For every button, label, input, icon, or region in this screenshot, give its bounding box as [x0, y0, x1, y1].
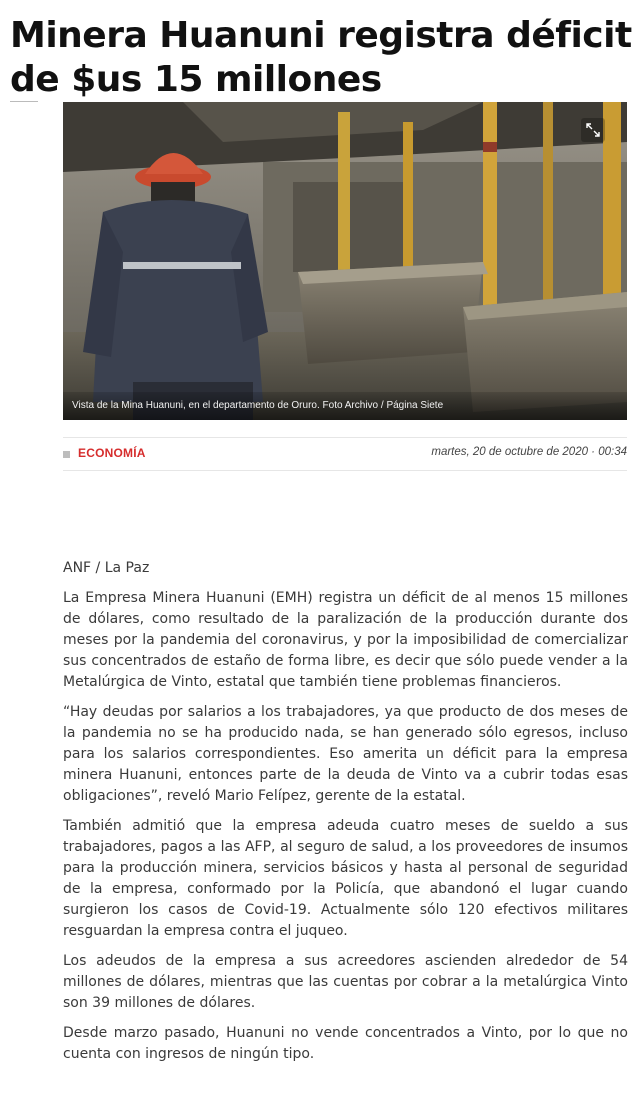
category-link[interactable]: ECONOMÍA	[78, 446, 146, 460]
category-square-icon	[63, 451, 70, 458]
article-paragraph: “Hay deudas por salarios a los trabajadores, ya que producto de dos meses de la pandemia no se ha producido nada, se han generado sólo egresos, incluso para los salarios correspondientes. Eso amerita un déficit para la empresa minera Huanuni, entonces parte de la deuda de Vinto va a cubrir todas esas obligaciones”, reveló Mario Felípez, gerente de la estatal.	[63, 704, 628, 804]
article-body	[63, 558, 628, 1074]
dateline: ANF / La Paz	[63, 560, 150, 576]
headline-divider	[10, 101, 38, 102]
article-paragraph: También admitió que la empresa adeuda cuatro meses de sueldo a sus trabajadores, pagos a las AFP, al seguro de salud, a los proveedores de insumos para la producción minera, servicios básicos y hasta al personal de seguridad de la empresa, conformado por la Policía, que abandonó el lugar cuando surgieron los casos de Covid-19. Actualmente sólo 120 efectivos militares resguardan la empresa contra el juqueo.	[63, 818, 628, 939]
article-photo[interactable]	[63, 102, 627, 420]
mine-scene-illustration	[63, 102, 627, 420]
article-meta-bar	[63, 437, 627, 471]
article-paragraph: La Empresa Minera Huanuni (EMH) registra un déficit de al menos 15 millones de dólares, como resultado de la paralización de la producción durante dos meses por la pandemia del coronavirus, y por la imposibilidad de comercializar sus concentrados de estaño de forma libre, es decir que sólo puede vender a la Metalúrgica de Vinto, estatal que también tiene problemas financieros.	[63, 590, 628, 690]
photo-caption: Vista de la Mina Huanuni, en el departamento de Oruro. Foto Archivo / Página Siete	[63, 392, 627, 420]
expand-icon	[586, 123, 600, 137]
article-paragraph: Los adeudos de la empresa a sus acreedores ascienden alrededor de 54 millones de dólares, mientras que las cuentas por cobrar a la metalúrgica Vinto son 39 millones de dólares.	[63, 953, 628, 1011]
article-paragraph: Desde marzo pasado, Huanuni no vende concentrados a Vinto, por lo que no cuenta con ingresos de ningún tipo.	[63, 1025, 628, 1062]
headline: Minera Huanuni registra déficit de $us 15 millones	[10, 15, 632, 100]
publish-date: martes, 20 de octubre de 2020 · 00:34	[431, 446, 627, 458]
expand-photo-button[interactable]	[581, 118, 605, 142]
